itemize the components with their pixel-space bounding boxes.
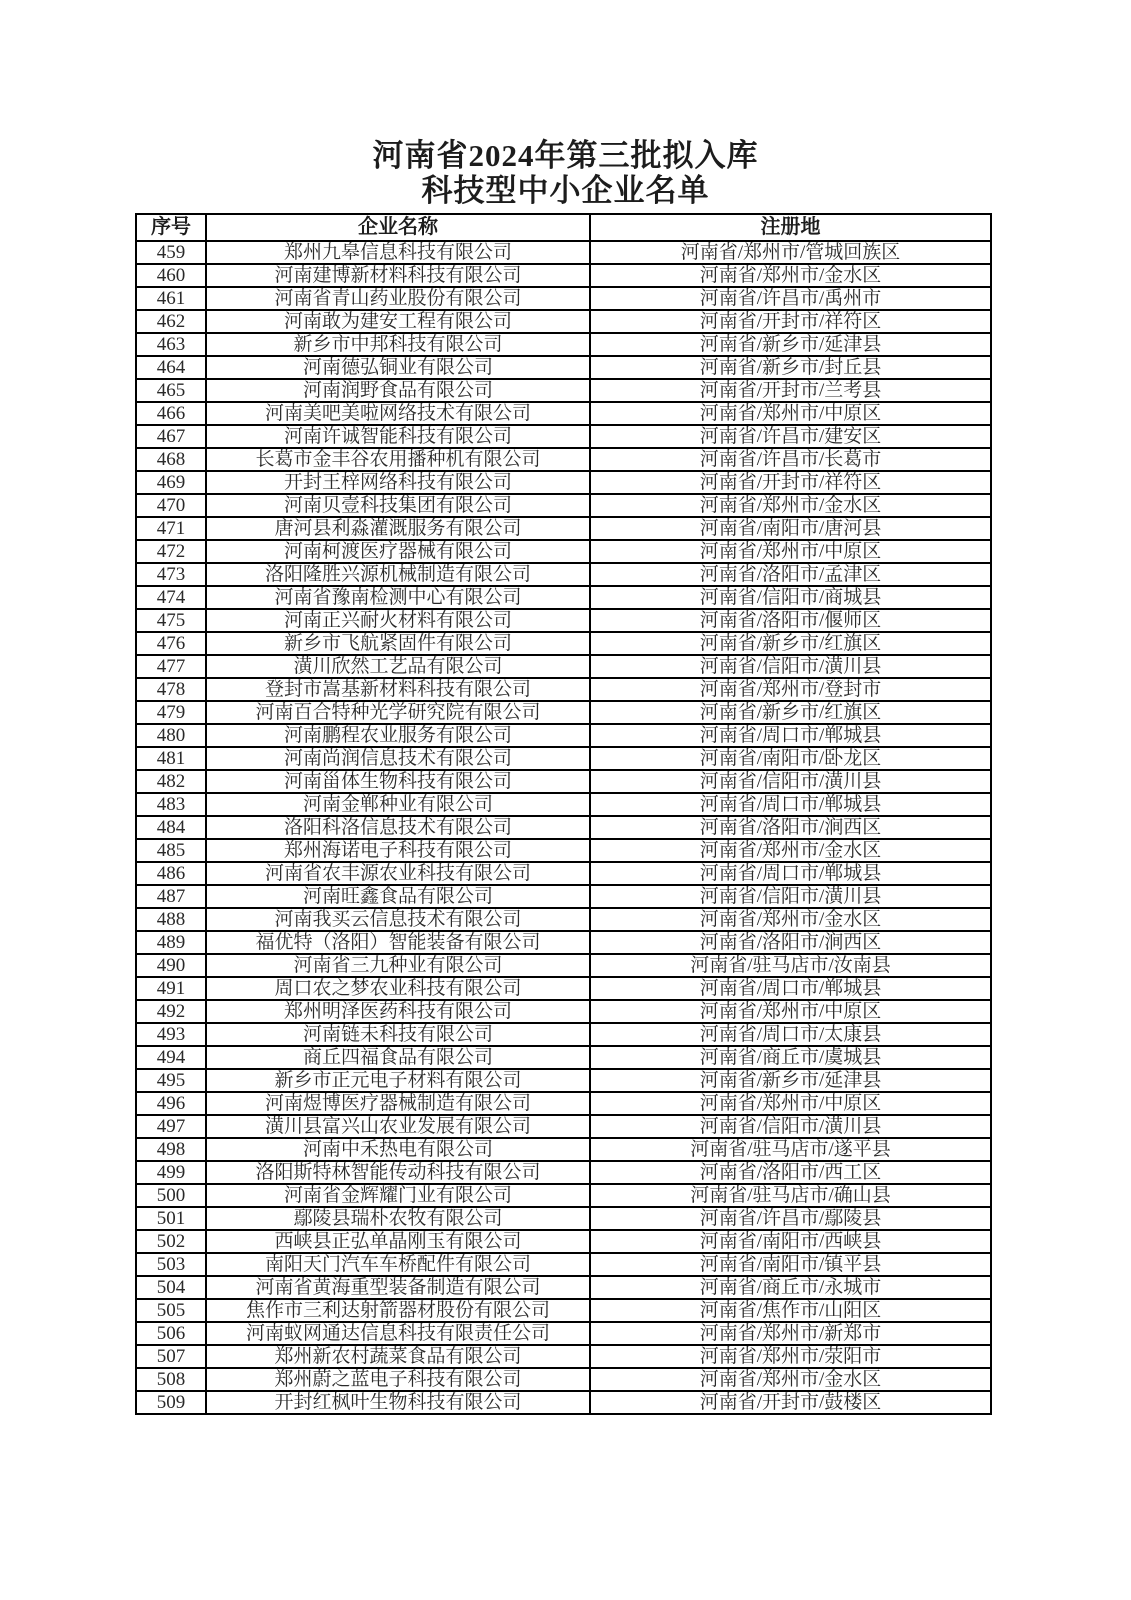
table-row xyxy=(136,839,991,862)
table-row xyxy=(136,1345,991,1368)
company-name: 河南许诚智能科技有限公司 xyxy=(206,425,590,448)
registration-place: 河南省/信阳市/商城县 xyxy=(590,586,991,609)
document-title xyxy=(0,138,1131,208)
table-row xyxy=(136,977,991,1000)
row-no: 463 xyxy=(136,333,206,356)
row-no: 491 xyxy=(136,977,206,1000)
row-no: 484 xyxy=(136,816,206,839)
table-row xyxy=(136,586,991,609)
registration-place: 河南省/郑州市/金水区 xyxy=(590,1368,991,1391)
col-header-registration-place: 注册地 xyxy=(590,214,991,241)
table-row xyxy=(136,425,991,448)
registration-place: 河南省/驻马店市/遂平县 xyxy=(590,1138,991,1161)
row-no: 477 xyxy=(136,655,206,678)
row-no: 481 xyxy=(136,747,206,770)
row-no: 501 xyxy=(136,1207,206,1230)
row-no: 488 xyxy=(136,908,206,931)
table-row xyxy=(136,724,991,747)
table-row xyxy=(136,1184,991,1207)
table-row xyxy=(136,931,991,954)
registration-place: 河南省/新乡市/封丘县 xyxy=(590,356,991,379)
row-no: 496 xyxy=(136,1092,206,1115)
company-name: 河南百合特种光学研究院有限公司 xyxy=(206,701,590,724)
company-name: 河南贝壹科技集团有限公司 xyxy=(206,494,590,517)
table-row xyxy=(136,816,991,839)
company-name: 郑州明泽医药科技有限公司 xyxy=(206,1000,590,1023)
company-name: 南阳天门汽车车桥配件有限公司 xyxy=(206,1253,590,1276)
row-no: 465 xyxy=(136,379,206,402)
registration-place: 河南省/信阳市/潢川县 xyxy=(590,1115,991,1138)
row-no: 472 xyxy=(136,540,206,563)
table-row xyxy=(136,1276,991,1299)
table-row xyxy=(136,1092,991,1115)
company-name: 郑州海诺电子科技有限公司 xyxy=(206,839,590,862)
row-no: 508 xyxy=(136,1368,206,1391)
company-name: 河南省农丰源农业科技有限公司 xyxy=(206,862,590,885)
row-no: 498 xyxy=(136,1138,206,1161)
table-row xyxy=(136,1161,991,1184)
company-name: 河南德弘铜业有限公司 xyxy=(206,356,590,379)
row-no: 489 xyxy=(136,931,206,954)
table-row xyxy=(136,632,991,655)
row-no: 483 xyxy=(136,793,206,816)
registration-place: 河南省/新乡市/延津县 xyxy=(590,1069,991,1092)
registration-place: 河南省/周口市/郸城县 xyxy=(590,977,991,1000)
registration-place: 河南省/郑州市/中原区 xyxy=(590,402,991,425)
table-row xyxy=(136,655,991,678)
registration-place: 河南省/南阳市/卧龙区 xyxy=(590,747,991,770)
row-no: 502 xyxy=(136,1230,206,1253)
registration-place: 河南省/南阳市/唐河县 xyxy=(590,517,991,540)
company-name: 洛阳科洛信息技术有限公司 xyxy=(206,816,590,839)
table-row xyxy=(136,678,991,701)
company-name: 开封红枫叶生物科技有限公司 xyxy=(206,1391,590,1414)
company-name: 郑州新农村蔬菜食品有限公司 xyxy=(206,1345,590,1368)
company-name: 潢川欣然工艺品有限公司 xyxy=(206,655,590,678)
registration-place: 河南省/新乡市/红旗区 xyxy=(590,632,991,655)
company-name: 新乡市飞航紧固件有限公司 xyxy=(206,632,590,655)
company-name: 河南旺鑫食品有限公司 xyxy=(206,885,590,908)
row-no: 479 xyxy=(136,701,206,724)
company-name: 鄢陵县瑞朴农牧有限公司 xyxy=(206,1207,590,1230)
table-row xyxy=(136,770,991,793)
row-no: 461 xyxy=(136,287,206,310)
company-name: 新乡市正元电子材料有限公司 xyxy=(206,1069,590,1092)
registration-place: 河南省/南阳市/西峡县 xyxy=(590,1230,991,1253)
registration-place: 河南省/许昌市/禹州市 xyxy=(590,287,991,310)
registration-place: 河南省/洛阳市/西工区 xyxy=(590,1161,991,1184)
company-name: 河南尚润信息技术有限公司 xyxy=(206,747,590,770)
title-line-2: 科技型中小企业名单 xyxy=(421,173,710,208)
company-name: 河南省金辉耀门业有限公司 xyxy=(206,1184,590,1207)
table-row xyxy=(136,264,991,287)
registration-place: 河南省/驻马店市/确山县 xyxy=(590,1184,991,1207)
row-no: 490 xyxy=(136,954,206,977)
registration-place: 河南省/郑州市/金水区 xyxy=(590,264,991,287)
row-no: 492 xyxy=(136,1000,206,1023)
row-no: 503 xyxy=(136,1253,206,1276)
row-no: 478 xyxy=(136,678,206,701)
row-no: 473 xyxy=(136,563,206,586)
table-row xyxy=(136,1138,991,1161)
table-row xyxy=(136,793,991,816)
company-name: 登封市嵩基新材料科技有限公司 xyxy=(206,678,590,701)
row-no: 460 xyxy=(136,264,206,287)
table-row xyxy=(136,1253,991,1276)
company-name: 开封王梓网络科技有限公司 xyxy=(206,471,590,494)
company-name: 河南正兴耐火材料有限公司 xyxy=(206,609,590,632)
row-no: 480 xyxy=(136,724,206,747)
table-row xyxy=(136,1322,991,1345)
registration-place: 河南省/许昌市/鄢陵县 xyxy=(590,1207,991,1230)
company-name: 周口农之梦农业科技有限公司 xyxy=(206,977,590,1000)
company-name: 郑州九皋信息科技有限公司 xyxy=(206,241,590,264)
company-name: 河南润野食品有限公司 xyxy=(206,379,590,402)
title-line-1: 河南省2024年第三批拟入库 xyxy=(372,138,759,173)
table-row xyxy=(136,908,991,931)
registration-place: 河南省/南阳市/镇平县 xyxy=(590,1253,991,1276)
row-no: 505 xyxy=(136,1299,206,1322)
row-no: 482 xyxy=(136,770,206,793)
table-row xyxy=(136,287,991,310)
registration-place: 河南省/郑州市/荥阳市 xyxy=(590,1345,991,1368)
registration-place: 河南省/郑州市/中原区 xyxy=(590,1000,991,1023)
registration-place: 河南省/许昌市/建安区 xyxy=(590,425,991,448)
row-no: 506 xyxy=(136,1322,206,1345)
table-row xyxy=(136,540,991,563)
company-name: 郑州蔚之蓝电子科技有限公司 xyxy=(206,1368,590,1391)
table-body xyxy=(136,241,991,1414)
registration-place: 河南省/焦作市/山阳区 xyxy=(590,1299,991,1322)
company-name: 河南金郸种业有限公司 xyxy=(206,793,590,816)
row-no: 474 xyxy=(136,586,206,609)
table-row xyxy=(136,1368,991,1391)
company-name: 河南省黄海重型装备制造有限公司 xyxy=(206,1276,590,1299)
registration-place: 河南省/开封市/祥符区 xyxy=(590,310,991,333)
table-row xyxy=(136,701,991,724)
company-table xyxy=(135,213,992,1415)
table-row xyxy=(136,402,991,425)
row-no: 475 xyxy=(136,609,206,632)
company-name: 河南柯渡医疗器械有限公司 xyxy=(206,540,590,563)
company-name: 河南中禾热电有限公司 xyxy=(206,1138,590,1161)
registration-place: 河南省/信阳市/潢川县 xyxy=(590,655,991,678)
company-name: 河南省豫南检测中心有限公司 xyxy=(206,586,590,609)
row-no: 486 xyxy=(136,862,206,885)
table-row xyxy=(136,609,991,632)
company-name: 洛阳斯特林智能传动科技有限公司 xyxy=(206,1161,590,1184)
table-row xyxy=(136,333,991,356)
registration-place: 河南省/许昌市/长葛市 xyxy=(590,448,991,471)
company-name: 河南鹏程农业服务有限公司 xyxy=(206,724,590,747)
table-row xyxy=(136,471,991,494)
table-row xyxy=(136,517,991,540)
registration-place: 河南省/周口市/郸城县 xyxy=(590,724,991,747)
table-row xyxy=(136,1023,991,1046)
company-name: 河南甾体生物科技有限公司 xyxy=(206,770,590,793)
company-name: 商丘四福食品有限公司 xyxy=(206,1046,590,1069)
registration-place: 河南省/洛阳市/涧西区 xyxy=(590,816,991,839)
registration-place: 河南省/郑州市/金水区 xyxy=(590,494,991,517)
company-name: 河南敢为建安工程有限公司 xyxy=(206,310,590,333)
row-no: 487 xyxy=(136,885,206,908)
registration-place: 河南省/郑州市/中原区 xyxy=(590,540,991,563)
registration-place: 河南省/郑州市/登封市 xyxy=(590,678,991,701)
row-no: 499 xyxy=(136,1161,206,1184)
row-no: 485 xyxy=(136,839,206,862)
row-no: 459 xyxy=(136,241,206,264)
registration-place: 河南省/周口市/郸城县 xyxy=(590,793,991,816)
row-no: 464 xyxy=(136,356,206,379)
row-no: 462 xyxy=(136,310,206,333)
row-no: 495 xyxy=(136,1069,206,1092)
registration-place: 河南省/洛阳市/涧西区 xyxy=(590,931,991,954)
table-row xyxy=(136,494,991,517)
company-name: 河南我买云信息技术有限公司 xyxy=(206,908,590,931)
row-no: 500 xyxy=(136,1184,206,1207)
company-name: 福优特（洛阳）智能装备有限公司 xyxy=(206,931,590,954)
table-row xyxy=(136,885,991,908)
company-name: 河南建博新材料科技有限公司 xyxy=(206,264,590,287)
company-name: 唐河县利淼灌溉服务有限公司 xyxy=(206,517,590,540)
table-row xyxy=(136,1115,991,1138)
row-no: 494 xyxy=(136,1046,206,1069)
registration-place: 河南省/新乡市/红旗区 xyxy=(590,701,991,724)
row-no: 471 xyxy=(136,517,206,540)
row-no: 509 xyxy=(136,1391,206,1414)
company-name: 新乡市中邦科技有限公司 xyxy=(206,333,590,356)
company-name: 焦作市三利达射箭器材股份有限公司 xyxy=(206,1299,590,1322)
table-row xyxy=(136,356,991,379)
table-row xyxy=(136,1069,991,1092)
registration-place: 河南省/开封市/祥符区 xyxy=(590,471,991,494)
company-name: 河南蚁网通达信息科技有限责任公司 xyxy=(206,1322,590,1345)
table-row xyxy=(136,241,991,264)
table-row xyxy=(136,379,991,402)
table-row xyxy=(136,1000,991,1023)
registration-place: 河南省/信阳市/潢川县 xyxy=(590,770,991,793)
row-no: 504 xyxy=(136,1276,206,1299)
table-row xyxy=(136,1391,991,1414)
registration-place: 河南省/驻马店市/汝南县 xyxy=(590,954,991,977)
registration-place: 河南省/商丘市/虞城县 xyxy=(590,1046,991,1069)
row-no: 467 xyxy=(136,425,206,448)
company-name: 长葛市金丰谷农用播种机有限公司 xyxy=(206,448,590,471)
row-no: 493 xyxy=(136,1023,206,1046)
col-header-no: 序号 xyxy=(136,214,206,241)
table-row xyxy=(136,1207,991,1230)
table-row xyxy=(136,448,991,471)
registration-place: 河南省/洛阳市/孟津区 xyxy=(590,563,991,586)
registration-place: 河南省/郑州市/管城回族区 xyxy=(590,241,991,264)
company-name: 河南美吧美啦网络技术有限公司 xyxy=(206,402,590,425)
company-name: 河南链未科技有限公司 xyxy=(206,1023,590,1046)
company-name: 河南省青山药业股份有限公司 xyxy=(206,287,590,310)
row-no: 466 xyxy=(136,402,206,425)
registration-place: 河南省/郑州市/金水区 xyxy=(590,908,991,931)
table-row xyxy=(136,954,991,977)
table-row xyxy=(136,1046,991,1069)
col-header-company-name: 企业名称 xyxy=(206,214,590,241)
table-row xyxy=(136,862,991,885)
table-header-row xyxy=(136,214,991,241)
registration-place: 河南省/郑州市/金水区 xyxy=(590,839,991,862)
company-name: 河南煜博医疗器械制造有限公司 xyxy=(206,1092,590,1115)
registration-place: 河南省/洛阳市/偃师区 xyxy=(590,609,991,632)
row-no: 507 xyxy=(136,1345,206,1368)
table-row xyxy=(136,747,991,770)
row-no: 470 xyxy=(136,494,206,517)
registration-place: 河南省/信阳市/潢川县 xyxy=(590,885,991,908)
company-name: 潢川县富兴山农业发展有限公司 xyxy=(206,1115,590,1138)
registration-place: 河南省/郑州市/新郑市 xyxy=(590,1322,991,1345)
registration-place: 河南省/周口市/郸城县 xyxy=(590,862,991,885)
company-name: 西峡县正弘单晶刚玉有限公司 xyxy=(206,1230,590,1253)
row-no: 469 xyxy=(136,471,206,494)
row-no: 468 xyxy=(136,448,206,471)
row-no: 476 xyxy=(136,632,206,655)
company-name: 洛阳隆胜兴源机械制造有限公司 xyxy=(206,563,590,586)
registration-place: 河南省/开封市/兰考县 xyxy=(590,379,991,402)
registration-place: 河南省/商丘市/永城市 xyxy=(590,1276,991,1299)
company-name: 河南省三九种业有限公司 xyxy=(206,954,590,977)
row-no: 497 xyxy=(136,1115,206,1138)
registration-place: 河南省/周口市/太康县 xyxy=(590,1023,991,1046)
registration-place: 河南省/新乡市/延津县 xyxy=(590,333,991,356)
registration-place: 河南省/郑州市/中原区 xyxy=(590,1092,991,1115)
table-row xyxy=(136,1299,991,1322)
table-row xyxy=(136,310,991,333)
table-row xyxy=(136,563,991,586)
table-row xyxy=(136,1230,991,1253)
registration-place: 河南省/开封市/鼓楼区 xyxy=(590,1391,991,1414)
